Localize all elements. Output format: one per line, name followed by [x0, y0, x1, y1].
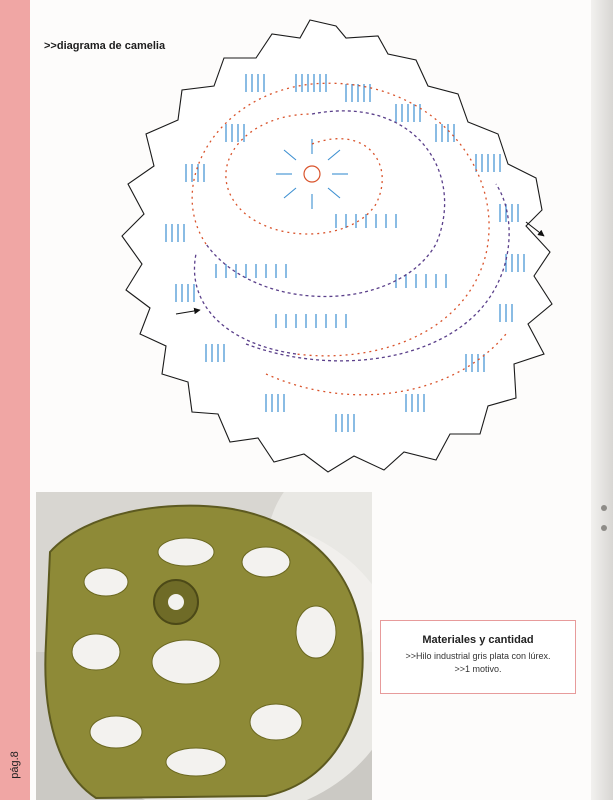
page-binding-edge — [591, 0, 613, 800]
crochet-motif-image — [36, 492, 372, 800]
crochet-diagram — [96, 14, 580, 476]
page-number: pág.8 — [9, 751, 21, 779]
diagram-title: >>diagrama de camelia — [44, 40, 166, 52]
materials-box — [380, 620, 576, 694]
motif-photo — [36, 492, 372, 800]
binding-hole-icon — [601, 505, 607, 511]
binding-hole-icon — [601, 525, 607, 531]
materials-line-quantity: >>1 motivo. — [454, 664, 502, 674]
pink-side-band — [0, 0, 30, 800]
materials-line-thread: >>Hilo industrial gris plata con lúrex. — [405, 651, 551, 661]
materials-title: Materiales y cantidad — [422, 634, 534, 646]
